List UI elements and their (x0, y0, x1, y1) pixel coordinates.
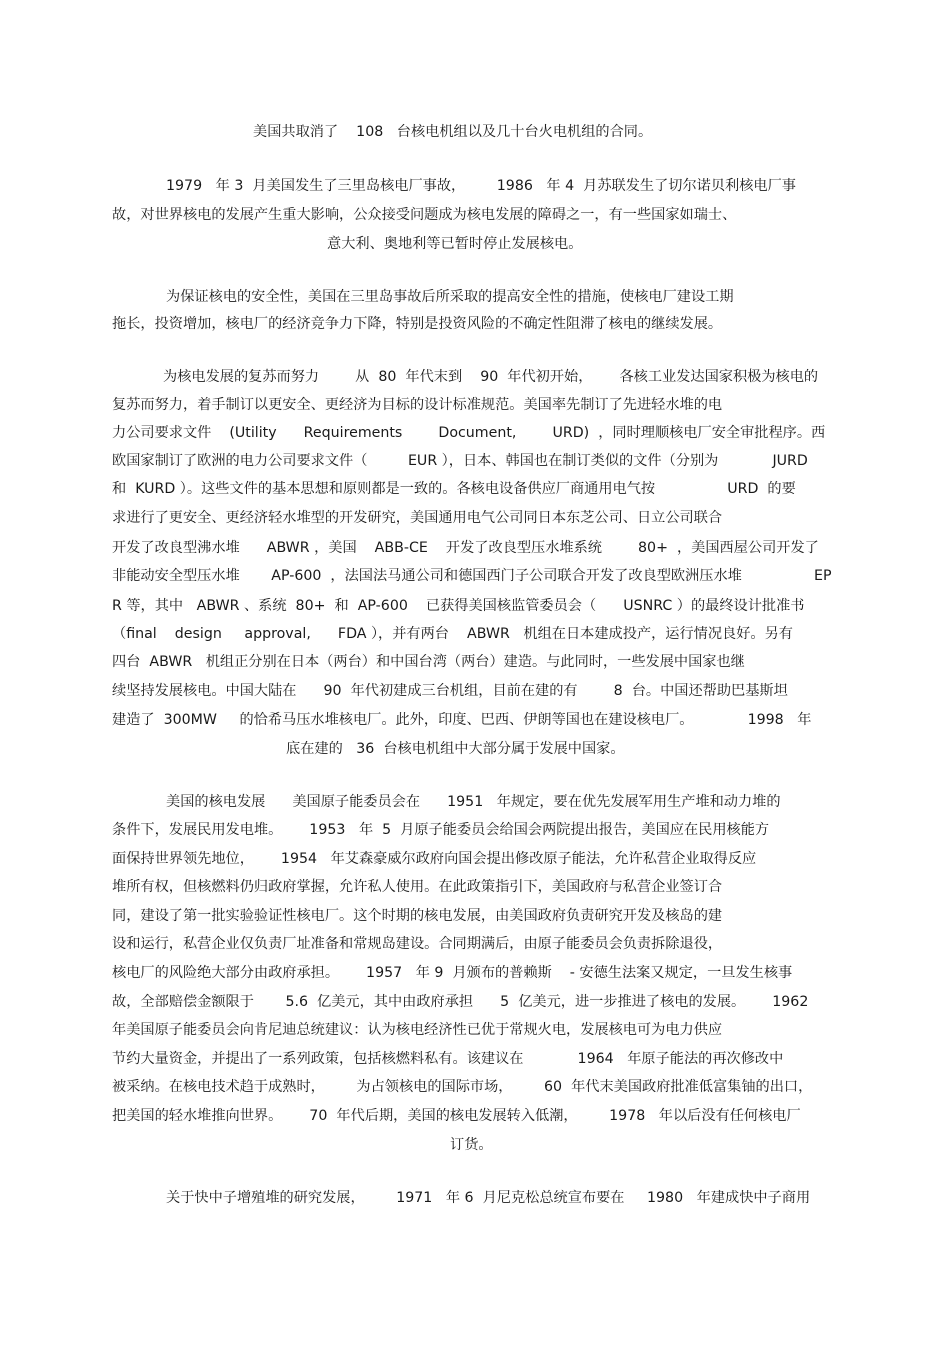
text-line: 同，建设了第一批实验验证性核电厂。这个时期的核电发展，由美国政府负责研究开发及核岛的建 (112, 908, 723, 924)
text-line: 故，对世界核电的发展产生重大影响，公众接受问题成为核电发展的障碍之一，有一些国家如瑞士、 (112, 207, 737, 223)
text-line: 底在建的 36 台核电机组中大部分属于发展中国家。 (286, 741, 625, 757)
text-line: 年美国原子能委员会向肯尼迪总统建议：认为核电经济性已优于常规火电，发展核电可为电力供应 (112, 1022, 723, 1038)
text-line: 四台 ABWR 机组正分别在日本（两台）和中国台湾（两台）建造。与此同时，一些发展中国家也继 (112, 654, 745, 670)
text-line: 意大利、奥地利等已暂时停止发展核电。 (327, 236, 583, 252)
text-line: 核电厂的风险绝大部分由政府承担。 1957 年 9 月颁布的普赖斯 - 安德生法案又规定，一旦发生核事 (112, 965, 793, 981)
text-line: 设和运行，私营企业仅负责厂址准备和常规岛建设。合同期满后，由原子能委员会负责拆除退役， (112, 936, 723, 952)
text-line: 1979 年 3 月美国发生了三里岛核电厂事故， 1986 年 4 月苏联发生了切尔诺贝利核电厂事 (166, 178, 796, 194)
text-line: 美国的核电发展 美国原子能委员会在 1951 年规定，要在优先发展军用生产堆和动力堆的 (166, 794, 781, 810)
text-line: 条件下，发展民用发电堆。 1953 年 5 月原子能委员会给国会两院提出报告，美国应在民用核能方 (112, 822, 770, 838)
text-line: 续坚持发展核电。中国大陆在 90 年代初建成三台机组，目前在建的有 8 台。中国还帮助巴基斯坦 (112, 683, 788, 699)
text-line: 拖长，投资增加，核电厂的经济竞争力下降，特别是投资风险的不确定性阻滞了核电的继续发展。 (112, 316, 723, 332)
text-line: 订货。 (450, 1137, 493, 1153)
text-line: 建造了 300MW 的恰希马压水堆核电厂。此外，印度、巴西、伊朗等国也在建设核电厂。 1998 年 (112, 712, 812, 728)
text-line: 被采纳。在核电技术趋于成熟时， 为占领核电的国际市场， 60 年代末美国政府批准低富集铀的出口， (112, 1079, 813, 1095)
text-line: 为核电发展的复苏而努力 从 80 年代末到 90 年代初开始， 各核工业发达国家积极为核电的 (163, 369, 819, 385)
text-line: 故，全部赔偿金额限于 5.6 亿美元，其中由政府承担 5 亿美元，进一步推进了核电的发展。 1962 (112, 994, 809, 1010)
text-line: （final design approval, FDA ），并有两台 ABWR 机组在日本建成投产，运行情况良好。另有 (112, 626, 793, 642)
text-line: 复苏而努力，着手制订以更安全、更经济为目标的设计标准规范。美国率先制订了先进轻水堆的电 (112, 397, 723, 413)
text-line: 和 KURD ）。这些文件的基本思想和原则都是一致的。各核电设备供应厂商通用电气按 URD 的要 (112, 481, 796, 497)
text-line: 面保持世界领先地位， 1954 年艾森豪威尔政府向国会提出修改原子能法，允许私营企业取得反应 (112, 851, 757, 867)
text-line: R 等，其中 ABWR 、系统 80+ 和 AP-600 已获得美国核监管委员会（ USNRC ）的最终设计批准书 (112, 598, 805, 614)
text-line: 把美国的轻水堆推向世界。 70 年代后期，美国的核电发展转入低潮， 1978 年以后没有任何核电厂 (112, 1108, 801, 1124)
text-line: 节约大量资金，并提出了一系列政策，包括核燃料私有。该建议在 1964 年原子能法的再次修改中 (112, 1051, 784, 1067)
text-line: 欧国家制订了欧洲的电力公司要求文件（ EUR ），日本、韩国也在制订类似的文件（分别为 JURD (112, 453, 808, 469)
text-line: 为保证核电的安全性，美国在三里岛事故后所采取的提高安全性的措施，使核电厂建设工期 (166, 289, 734, 305)
text-line: 力公司要求文件 (Utility Requirements Document, URD) ，同时理顺核电厂安全审批程序。西 (112, 425, 826, 441)
text-line: 开发了改良型沸水堆 ABWR ，美国 ABB-CE 开发了改良型压水堆系统 80+ ，美国西屋公司开发了 (112, 540, 819, 556)
text-line: 美国共取消了 108 台核电机组以及几十台火电机组的合同。 (253, 124, 653, 140)
text-line: 非能动安全型压水堆 AP-600 ，法国法马通公司和德国西门子公司联合开发了改良型欧洲压水堆 EP (112, 568, 832, 584)
text-line: 求进行了更安全、更经济轻水堆型的开发研究，美国通用电气公司同日本东芝公司、日立公司联合 (112, 510, 723, 526)
text-line: 堆所有权，但核燃料仍归政府掌握，允许私人使用。在此政策指引下，美国政府与私营企业签订合 (112, 879, 723, 895)
text-line: 关于快中子增殖堆的研究发展， 1971 年 6 月尼克松总统宣布要在 1980 年建成快中子商用 (166, 1190, 811, 1206)
